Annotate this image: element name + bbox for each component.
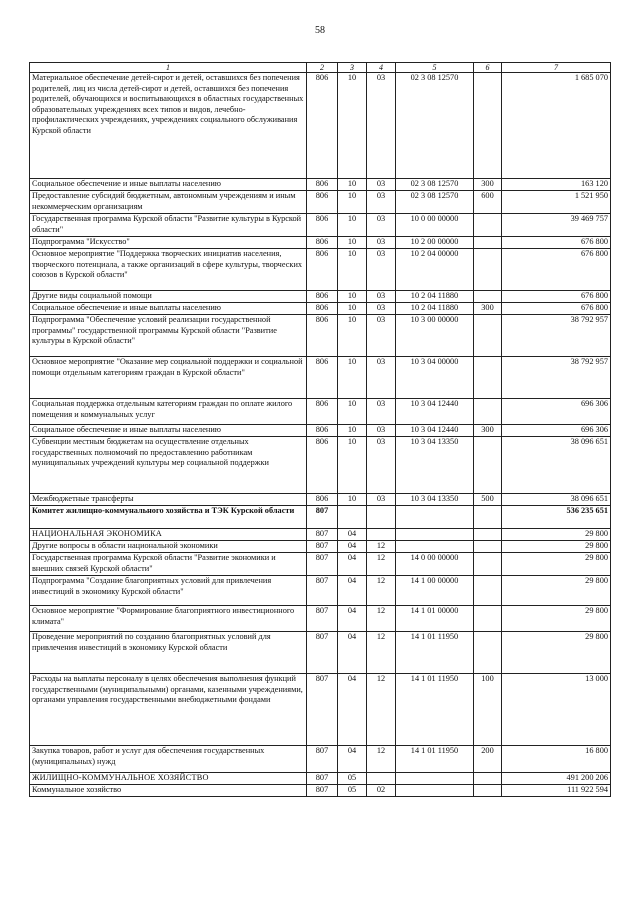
cell-target: 10 2 04 11880: [396, 303, 474, 315]
cell-section: 10: [338, 73, 367, 179]
cell-target: [396, 506, 474, 529]
cell-amount: 29 800: [502, 606, 611, 632]
budget-table: [29, 62, 611, 797]
column-header: 6: [474, 63, 502, 73]
cell-code: 806: [307, 303, 338, 315]
row-name: Государственная программа Курской области "Развитие экономики и внешних связей Курской области": [30, 553, 307, 576]
cell-code: 806: [307, 425, 338, 437]
header-row: [30, 63, 611, 73]
cell-amount: 111 922 594: [502, 785, 611, 797]
row-name: Основное мероприятие "Формирование благоприятного инвестиционного климата": [30, 606, 307, 632]
cell-amount: 536 235 651: [502, 506, 611, 529]
cell-expense-type: [474, 606, 502, 632]
cell-expense-type: [474, 576, 502, 606]
cell-section: 05: [338, 773, 367, 785]
row-name: ЖИЛИЩНО-КОММУНАЛЬНОЕ ХОЗЯЙСТВО: [30, 773, 307, 785]
cell-expense-type: [474, 541, 502, 553]
table-row: [30, 237, 611, 249]
row-name: Материальное обеспечение детей-сирот и детей, оставшихся без попечения родителей, лиц из числа детей-сирот и детей, оставшихся без попечения родителей, обучающихся и воспитывающихся в областных государственных образовательных учреждениях всех типов и видов, лечебно-профилактических учреждениях, учреждениях социального обслуживания Курской области: [30, 73, 307, 179]
row-name: Социальное обеспечение и иные выплаты населению: [30, 303, 307, 315]
cell-subsection: 12: [367, 553, 396, 576]
cell-target: 10 2 00 00000: [396, 237, 474, 249]
row-name: Закупка товаров, работ и услуг для обеспечения государственных (муниципальных) нужд: [30, 746, 307, 773]
cell-subsection: 03: [367, 237, 396, 249]
table-row: [30, 249, 611, 291]
row-name: Другие виды социальной помощи: [30, 291, 307, 303]
cell-target: 14 1 01 11950: [396, 632, 474, 674]
cell-amount: 38 096 651: [502, 437, 611, 494]
cell-subsection: 03: [367, 315, 396, 357]
table-row: [30, 785, 611, 797]
cell-amount: 696 306: [502, 399, 611, 425]
cell-subsection: 12: [367, 746, 396, 773]
cell-amount: 38 792 957: [502, 315, 611, 357]
cell-target: 02 3 08 12570: [396, 179, 474, 191]
cell-amount: 16 800: [502, 746, 611, 773]
cell-subsection: 12: [367, 632, 396, 674]
table-row: [30, 303, 611, 315]
cell-target: 10 3 04 12440: [396, 399, 474, 425]
cell-section: 04: [338, 674, 367, 746]
cell-target: [396, 541, 474, 553]
cell-target: 10 3 04 00000: [396, 357, 474, 399]
cell-amount: 163 120: [502, 179, 611, 191]
cell-expense-type: [474, 214, 502, 237]
cell-amount: 676 800: [502, 237, 611, 249]
row-name: Субвенции местным бюджетам на осуществление отдельных государственных полномочий по предоставлению работникам муниципальных учреждений культуры мер социальной поддержки: [30, 437, 307, 494]
cell-amount: 1 521 950: [502, 191, 611, 214]
column-header: 3: [338, 63, 367, 73]
cell-expense-type: 300: [474, 179, 502, 191]
cell-expense-type: [474, 553, 502, 576]
cell-section: 10: [338, 291, 367, 303]
cell-expense-type: [474, 315, 502, 357]
cell-section: 05: [338, 785, 367, 797]
cell-expense-type: [474, 785, 502, 797]
table-row: [30, 632, 611, 674]
cell-subsection: 03: [367, 494, 396, 506]
cell-section: 04: [338, 541, 367, 553]
cell-expense-type: 200: [474, 746, 502, 773]
table-row: [30, 357, 611, 399]
cell-subsection: 03: [367, 73, 396, 179]
table-row: [30, 425, 611, 437]
cell-amount: 676 800: [502, 249, 611, 291]
cell-expense-type: [474, 437, 502, 494]
cell-expense-type: [474, 632, 502, 674]
table-row: [30, 553, 611, 576]
cell-amount: 29 800: [502, 553, 611, 576]
cell-target: 14 1 01 00000: [396, 606, 474, 632]
cell-target: 10 2 04 00000: [396, 249, 474, 291]
cell-subsection: [367, 506, 396, 529]
cell-section: 10: [338, 214, 367, 237]
cell-target: [396, 785, 474, 797]
row-name: НАЦИОНАЛЬНАЯ ЭКОНОМИКА: [30, 529, 307, 541]
cell-code: 806: [307, 237, 338, 249]
cell-subsection: 12: [367, 606, 396, 632]
cell-code: 807: [307, 529, 338, 541]
cell-subsection: [367, 529, 396, 541]
column-header: 1: [30, 63, 307, 73]
table-row: [30, 674, 611, 746]
cell-code: 806: [307, 214, 338, 237]
table-row: [30, 437, 611, 494]
cell-section: 04: [338, 553, 367, 576]
cell-amount: 676 800: [502, 303, 611, 315]
table-row: [30, 315, 611, 357]
cell-expense-type: [474, 529, 502, 541]
cell-code: 807: [307, 632, 338, 674]
table-row: [30, 191, 611, 214]
cell-code: 806: [307, 399, 338, 425]
cell-code: 807: [307, 541, 338, 553]
cell-code: 806: [307, 315, 338, 357]
cell-amount: 696 306: [502, 425, 611, 437]
row-name: Социальное обеспечение и иные выплаты населению: [30, 179, 307, 191]
cell-expense-type: 100: [474, 674, 502, 746]
cell-expense-type: [474, 399, 502, 425]
cell-target: 10 3 00 00000: [396, 315, 474, 357]
cell-code: 807: [307, 746, 338, 773]
cell-target: [396, 773, 474, 785]
cell-code: 806: [307, 494, 338, 506]
cell-section: 10: [338, 425, 367, 437]
cell-subsection: [367, 773, 396, 785]
cell-section: 04: [338, 529, 367, 541]
cell-code: 807: [307, 576, 338, 606]
table-row: [30, 746, 611, 773]
row-name: Предоставление субсидий бюджетным, автономным учреждениям и иным некоммерческим организациям: [30, 191, 307, 214]
cell-amount: 491 200 206: [502, 773, 611, 785]
row-name: Проведение мероприятий по созданию благоприятных условий для привлечения инвестиций в экономику Курской области: [30, 632, 307, 674]
cell-code: 806: [307, 249, 338, 291]
row-name: Подпрограмма "Создание благоприятных условий для привлечения инвестиций в экономику Курской области": [30, 576, 307, 606]
cell-subsection: 12: [367, 674, 396, 746]
cell-code: 807: [307, 773, 338, 785]
column-header: 5: [396, 63, 474, 73]
cell-subsection: 03: [367, 437, 396, 494]
cell-amount: 13 000: [502, 674, 611, 746]
cell-target: 10 3 04 12440: [396, 425, 474, 437]
cell-code: 806: [307, 179, 338, 191]
cell-amount: 676 800: [502, 291, 611, 303]
row-name: Межбюджетные трансферты: [30, 494, 307, 506]
cell-target: 10 3 04 13350: [396, 494, 474, 506]
table-row: [30, 73, 611, 179]
page-number: 58: [315, 25, 325, 36]
cell-expense-type: 300: [474, 303, 502, 315]
cell-subsection: 02: [367, 785, 396, 797]
table-row: [30, 576, 611, 606]
cell-target: 14 1 00 00000: [396, 576, 474, 606]
cell-code: 807: [307, 506, 338, 529]
cell-expense-type: [474, 249, 502, 291]
cell-section: 04: [338, 746, 367, 773]
cell-amount: 29 800: [502, 529, 611, 541]
row-name: Коммунальное хозяйство: [30, 785, 307, 797]
cell-expense-type: [474, 357, 502, 399]
cell-section: 10: [338, 249, 367, 291]
row-name: Основное мероприятие "Оказание мер социальной поддержки и социальной помощи отдельным категориям граждан в Курской области": [30, 357, 307, 399]
table-row: [30, 606, 611, 632]
cell-code: 806: [307, 357, 338, 399]
cell-subsection: 03: [367, 303, 396, 315]
table-row: [30, 506, 611, 529]
row-name: Подпрограмма "Обеспечение условий реализации государственной программы" государственной программы Курской области "Развитие культуры в Курской области": [30, 315, 307, 357]
cell-subsection: 03: [367, 179, 396, 191]
table-row: [30, 291, 611, 303]
column-header: 4: [367, 63, 396, 73]
row-name: Основное мероприятие "Поддержка творческих инициатив населения, творческого потенциала, а также организаций в сфере культуры, творческих союзов в Курской области": [30, 249, 307, 291]
cell-section: 10: [338, 191, 367, 214]
cell-target: 10 3 04 13350: [396, 437, 474, 494]
cell-subsection: 03: [367, 291, 396, 303]
cell-code: 806: [307, 191, 338, 214]
cell-section: 10: [338, 494, 367, 506]
cell-section: 04: [338, 632, 367, 674]
cell-subsection: 03: [367, 357, 396, 399]
cell-expense-type: 500: [474, 494, 502, 506]
row-name: Социальная поддержка отдельным категориям граждан по оплате жилого помещения и коммунальных услуг: [30, 399, 307, 425]
cell-section: 04: [338, 576, 367, 606]
cell-section: 10: [338, 357, 367, 399]
cell-amount: 38 792 957: [502, 357, 611, 399]
cell-amount: 29 800: [502, 632, 611, 674]
cell-code: 807: [307, 674, 338, 746]
column-header: 2: [307, 63, 338, 73]
cell-expense-type: [474, 291, 502, 303]
cell-subsection: 03: [367, 425, 396, 437]
cell-target: 10 0 00 00000: [396, 214, 474, 237]
table-row: [30, 399, 611, 425]
cell-section: 10: [338, 303, 367, 315]
table-row: [30, 214, 611, 237]
cell-section: 10: [338, 437, 367, 494]
cell-section: 10: [338, 399, 367, 425]
cell-target: [396, 529, 474, 541]
cell-section: 10: [338, 179, 367, 191]
cell-code: 806: [307, 291, 338, 303]
cell-section: 10: [338, 237, 367, 249]
cell-amount: 39 469 757: [502, 214, 611, 237]
cell-code: 806: [307, 73, 338, 179]
cell-code: 807: [307, 785, 338, 797]
row-name: Другие вопросы в области национальной экономики: [30, 541, 307, 553]
cell-subsection: 03: [367, 191, 396, 214]
cell-target: 14 1 01 11950: [396, 674, 474, 746]
table-row: [30, 494, 611, 506]
cell-expense-type: 600: [474, 191, 502, 214]
cell-code: 806: [307, 437, 338, 494]
cell-expense-type: [474, 773, 502, 785]
cell-expense-type: [474, 73, 502, 179]
cell-amount: 1 685 070: [502, 73, 611, 179]
row-name: Расходы на выплаты персоналу в целях обеспечения выполнения функций государственными (муниципальными) органами, казенными учреждениями, органами управления государственными внебюджетными фондами: [30, 674, 307, 746]
cell-target: 02 3 08 12570: [396, 73, 474, 179]
cell-section: [338, 506, 367, 529]
cell-subsection: 12: [367, 576, 396, 606]
table-row: [30, 541, 611, 553]
cell-amount: 29 800: [502, 576, 611, 606]
row-name: Комитет жилищно-коммунального хозяйства и ТЭК Курской области: [30, 506, 307, 529]
cell-subsection: 03: [367, 399, 396, 425]
cell-expense-type: 300: [474, 425, 502, 437]
row-name: Государственная программа Курской области "Развитие культуры в Курской области": [30, 214, 307, 237]
cell-subsection: 03: [367, 249, 396, 291]
cell-target: 14 1 01 11950: [396, 746, 474, 773]
column-header: 7: [502, 63, 611, 73]
cell-amount: 38 096 651: [502, 494, 611, 506]
cell-amount: 29 800: [502, 541, 611, 553]
cell-expense-type: [474, 237, 502, 249]
cell-target: 02 3 08 12570: [396, 191, 474, 214]
cell-section: 10: [338, 315, 367, 357]
cell-subsection: 03: [367, 214, 396, 237]
table-row: [30, 179, 611, 191]
cell-target: 14 0 00 00000: [396, 553, 474, 576]
cell-expense-type: [474, 506, 502, 529]
cell-code: 807: [307, 553, 338, 576]
row-name: Подпрограмма "Искусство": [30, 237, 307, 249]
cell-section: 04: [338, 606, 367, 632]
table-row: [30, 773, 611, 785]
cell-code: 807: [307, 606, 338, 632]
cell-target: 10 2 04 11880: [396, 291, 474, 303]
row-name: Социальное обеспечение и иные выплаты населению: [30, 425, 307, 437]
table-row: [30, 529, 611, 541]
cell-subsection: 12: [367, 541, 396, 553]
